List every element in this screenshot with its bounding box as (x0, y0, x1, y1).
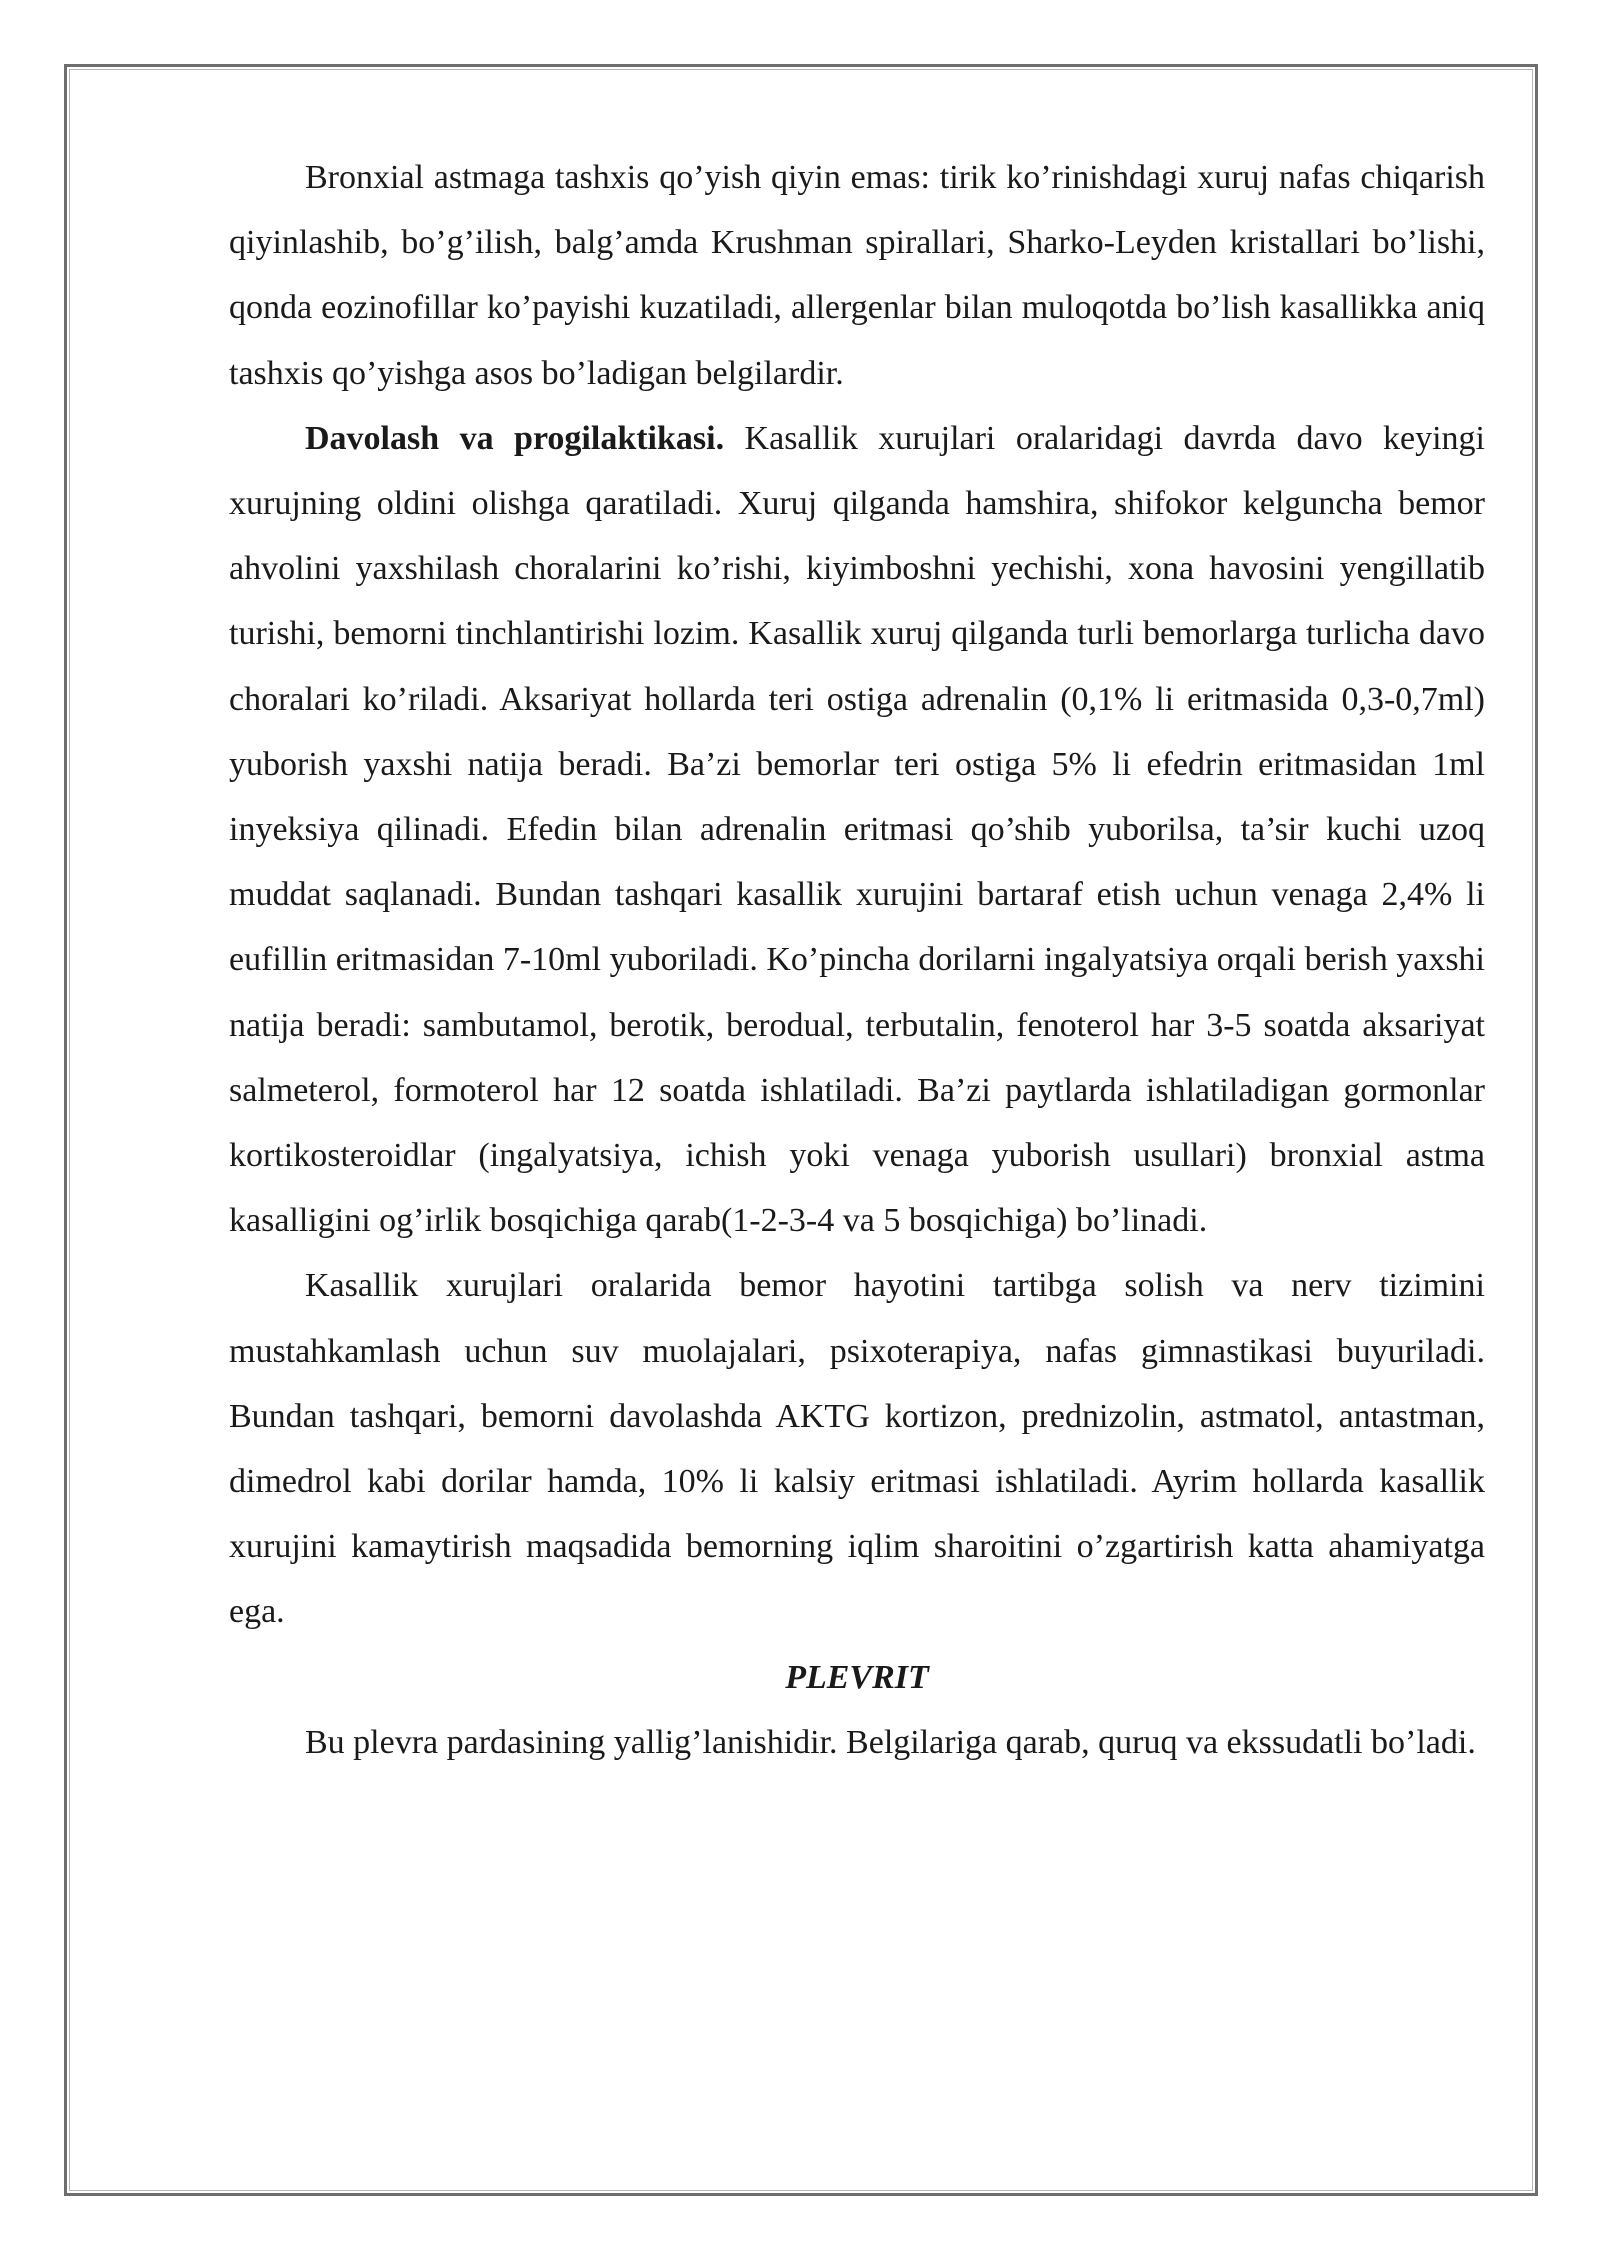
paragraph-diagnosis (229, 145, 1485, 406)
section-heading-plevrit: PLEVRIT (785, 1658, 929, 1696)
document-body (229, 145, 1485, 1775)
section-lead-treatment: Davolash va progilaktikasi. (305, 419, 725, 457)
paragraph-treatment-text: Kasallik xurujlari oralaridagi davrda davo keyingi xurujning oldini olishga qaratiladi. Xuruj qilganda hamshira, shifokor kelguncha bemor ahvolini yaxshilash choralarini ko’rishi, kiyimboshni yechishi, xona havosini yengillatib turishi, bemorni tinchlantirishi lozim. Kasallik xuruj qilganda turli bemorlarga turlicha davo choralari ko’riladi. Aksariyat hollarda teri ostiga adrenalin (0,1% li eritmasida 0,3-0,7ml) yuborish yaxshi natija beradi. Ba’zi bemorlar teri ostiga 5% li efedrin eritmasidan 1ml inyeksiya qilinadi. Efedin bilan adrenalin eritmasi qo’shib yuborilsa, ta’sir kuchi uzoq muddat saqlanadi. Bundan tashqari kasallik xurujini bartaraf etish uchun venaga 2,4% li eufillin eritmasidan 7-10ml yuboriladi. Ko’pincha dorilarni ingalyatsiya orqali berish yaxshi natija beradi: sambutamol, berotik, berodual, terbutalin, fenoterol har 3-5 soatda aksariyat salmeterol, formoterol har 12 soatda ishlatiladi. Ba’zi paytlarda ishlatiladigan gormonlar kortikosteroidlar (ingalyatsiya, ichish yoki venaga yuborish usullari) bronxial astma kasalligini og’irlik bosqichiga qarab(1-2-3-4 va 5 bosqichiga) bo’linadi. (229, 419, 1486, 1240)
paragraph-regimen-text: Kasallik xurujlari oralarida bemor hayotini tartibga solish va nerv tizimini mustahkamlash uchun suv muolajalari, psixoterapiya, nafas gimnastikasi buyuriladi. Bundan tashqari, bemorni davolashda AKTG kortizon, prednizolin, astmatol, antastman, dimedrol kabi dorilar hamda, 10% li kalsiy eritmasi ishlatiladi. Ayrim hollarda kasallik xurujini kamaytirish maqsadida bemorning iqlim sharoitini o’zgartirish katta ahamiyatga ega. (229, 1267, 1485, 1631)
paragraph-plevrit-text: Bu plevra pardasining yallig’lanishidir. Belgilariga qarab, quruq va ekssudatli bo’ladi. (305, 1723, 1476, 1761)
paragraph-diagnosis-text: Bronxial astmaga tashxis qo’yish qiyin emas: tirik ko’rinishdagi xuruj nafas chiqarish qiyinlashib, bo’g’ilish, balg’amda Krushman spirallari, Sharko-Leyden kristallari bo’lishi, qonda eozinofillar ko’payishi kuzatiladi, allergenlar bilan muloqotda bo’lish kasallikka aniq tashxis qo’yishga asos bo’ladigan belgilardir. (229, 159, 1485, 392)
paragraph-treatment (229, 406, 1485, 1254)
paragraph-plevrit (229, 1710, 1485, 1775)
paragraph-regimen (229, 1253, 1485, 1644)
